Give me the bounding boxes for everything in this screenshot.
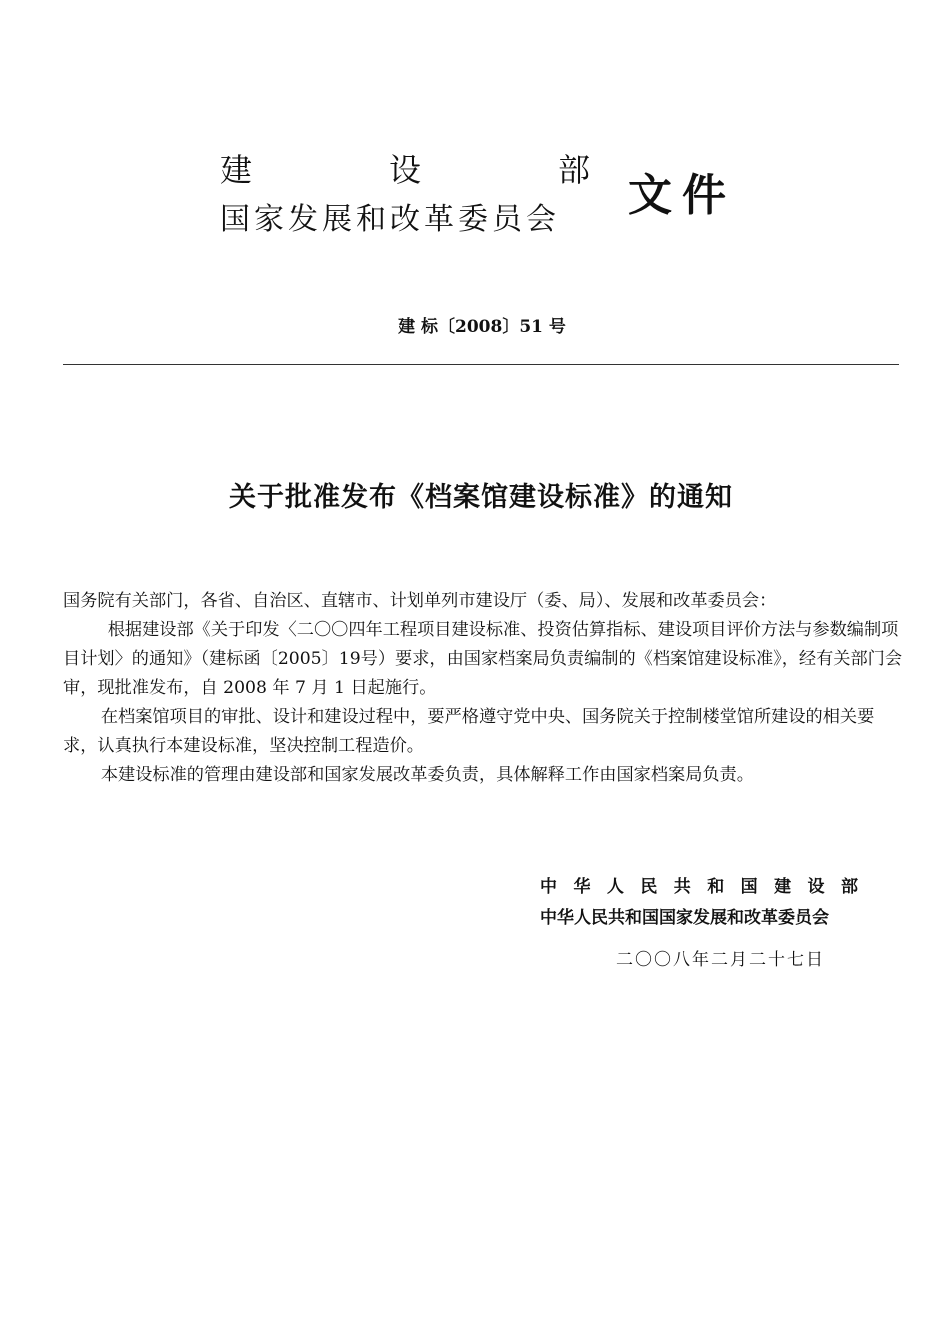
- body-paragraph: 根据建设部《关于印发〈二〇〇四年工程项目建设标准、投资估算指标、建设项目评价方法与参数编制项目计划〉的通知》（建标函〔2005〕19号）要求，由国家档案局负责编制的《档案馆建设标准》，经有关部门会审，现批准发布，自 2008 年 7 月 1 日起施行。: [63, 620, 903, 698]
- body-paragraph: 本建设标准的管理由建设部和国家发展改革委负责，具体解释工作由国家档案局负责。: [100, 765, 754, 785]
- signer-1-char: 国: [740, 877, 758, 897]
- signer-1-char: 华: [573, 877, 591, 897]
- signer-1-char: 共: [673, 877, 691, 897]
- issuer-1-char: 建: [220, 151, 255, 189]
- issuer-ndrc: 国家发展和改革委员会: [220, 202, 560, 237]
- issuer-ministry-of-construction: [220, 150, 592, 190]
- addressee: 国务院有关部门，各省、自治区、直辖市、计划单列市建设厅（委、局）、发展和改革委员会：: [63, 591, 777, 611]
- signer-1-char: 设: [807, 877, 825, 897]
- document-kind-label: 文件: [628, 170, 736, 221]
- body-paragraph: 在档案馆项目的审批、设计和建设过程中，要严格遵守党中央、国务院关于控制楼堂馆所建设的相关要求，认真执行本建设标准，坚决控制工程造价。: [63, 707, 875, 756]
- header-divider: [63, 364, 899, 365]
- signer-1-char: 建: [774, 877, 792, 897]
- signer-1-char: 民: [640, 877, 658, 897]
- signer-1-char: 和: [707, 877, 725, 897]
- notice-title: 关于批准发布《档案馆建设标准》的通知: [229, 482, 733, 513]
- issuing-authorities: [220, 150, 600, 240]
- signer-1-char: 部: [840, 877, 858, 897]
- signer-ndrc: 中华人民共和国国家发展和改革委员会: [540, 908, 829, 928]
- signer-1-char: 中: [540, 877, 557, 897]
- signature-date: 二〇〇八年二月二十七日: [616, 950, 825, 970]
- issuer-1-char: 部: [557, 151, 592, 189]
- signer-ministry-of-construction: [540, 873, 858, 901]
- signer-1-char: 人: [606, 877, 624, 897]
- notice-body: [63, 587, 905, 790]
- issuer-1-char: 设: [388, 151, 423, 189]
- signature-block: [540, 873, 870, 932]
- document-number: 建 标〔2008〕51 号: [398, 317, 566, 337]
